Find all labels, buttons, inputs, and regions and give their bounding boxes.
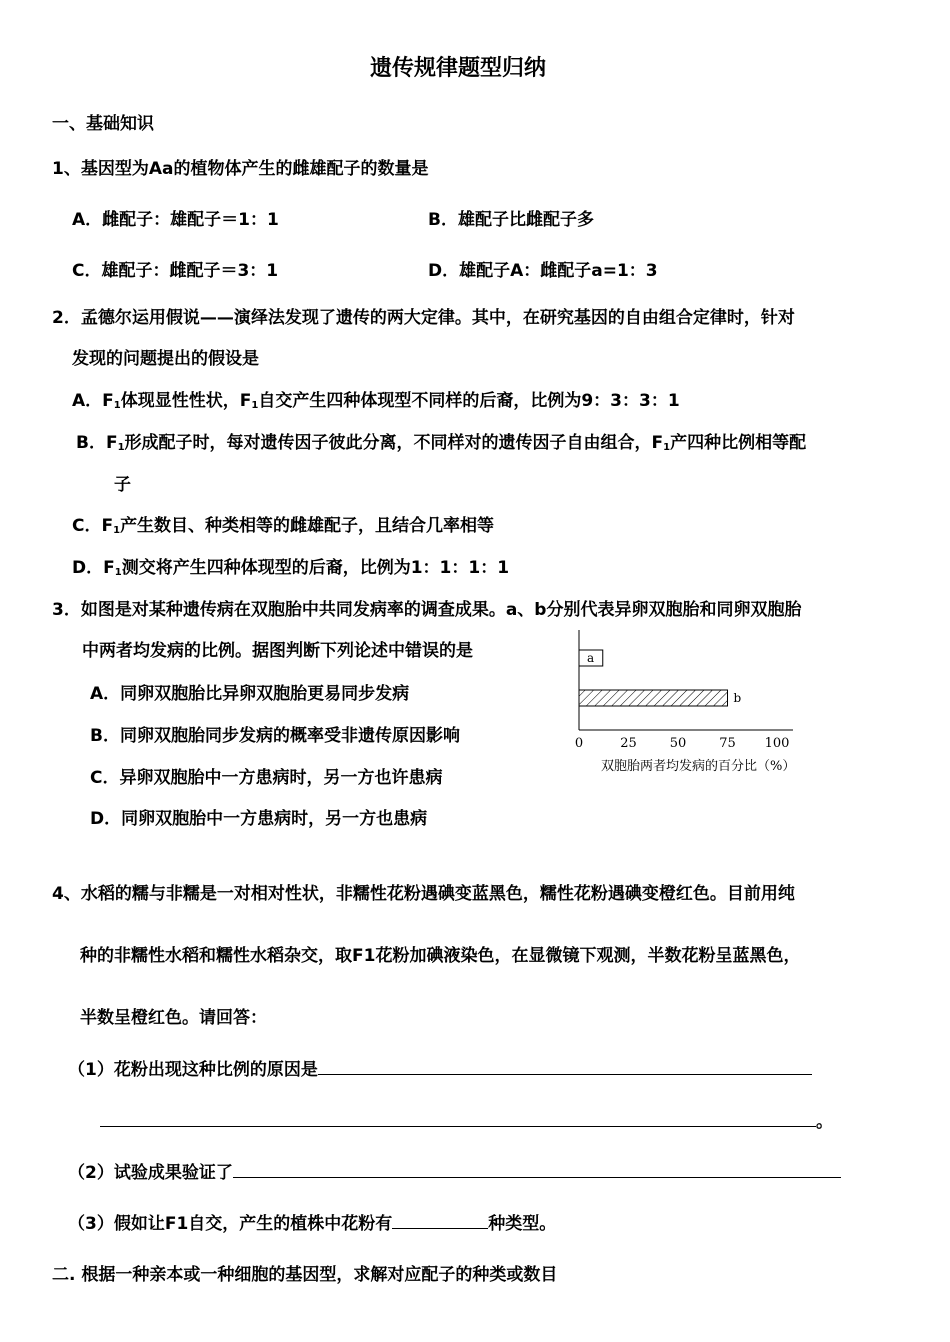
q2-option-d: D．$F_1$测交将产生四种体现型的后裔，比例为1：1：1：1 bbox=[72, 558, 510, 578]
q1-option-c: C．雄配子：雌配子＝3：1 bbox=[72, 261, 279, 281]
q1-option-a: A．雌配子：雄配子＝1：1 bbox=[72, 210, 279, 230]
q2-option-b-line2: 子 bbox=[114, 475, 131, 495]
bar-label-a: a bbox=[587, 651, 595, 665]
q3-stem-line1: 3．如图是对某种遗传病在双胞胎中共同发病率的调查成果。a、b分别代表异卵双胞胎和同卵双胞胎 bbox=[52, 600, 802, 620]
q2-option-c: C．$F_1$产生数目、种类相等的雌雄配子，且结合几率相等 bbox=[72, 516, 495, 536]
q4-stem-line2: 种的非糯性水稻和糯性水稻杂交，取F1花粉加碘液染色，在显微镜下观测，半数花粉呈蓝黑色， bbox=[80, 946, 801, 966]
page-title: 遗传规律题型归纳 bbox=[370, 56, 547, 81]
twin-disease-bar-chart bbox=[565, 625, 825, 785]
q2-stem-line1: 2．孟德尔运用假说——演绎法发现了遗传的两大定律。其中，在研究基因的自由组合定律时，针对 bbox=[52, 308, 795, 328]
answer-blank-1[interactable] bbox=[318, 1058, 812, 1075]
q3-option-a: A．同卵双胞胎比异卵双胞胎更易同步发病 bbox=[90, 684, 410, 704]
q4-part1-line2: 。 bbox=[100, 1110, 833, 1133]
answer-blank-1b[interactable] bbox=[100, 1110, 816, 1127]
q4-stem-line1: 4、水稻的糯与非糯是一对相对性状，非糯性花粉遇碘变蓝黑色，糯性花粉遇碘变橙红色。目前用纯 bbox=[52, 884, 795, 904]
q4-stem-line3: 半数呈橙红色。请回答： bbox=[80, 1008, 267, 1028]
q2-stem-line2: 发现的问题提出的假设是 bbox=[72, 349, 259, 369]
q3-option-c: C．异卵双胞胎中一方患病时，另一方也许患病 bbox=[90, 768, 443, 788]
bar-b bbox=[579, 690, 728, 706]
q3-option-b: B．同卵双胞胎同步发病的概率受非遗传原因影响 bbox=[90, 726, 460, 746]
q4-part3: （3）假如让F1自交，产生的植株中花粉有 种类型。 bbox=[68, 1214, 557, 1234]
q2-option-b: B．$F_1$形成配子时，每对遗传因子彼此分离，不同样对的遗传因子自由组合，$F_1$产四种比例相等配 bbox=[76, 433, 807, 453]
x-tick-label: 75 bbox=[719, 736, 736, 751]
q3-stem-line2: 中两者均发病的比例。据图判断下列论述中错误的是 bbox=[82, 641, 473, 661]
x-axis-label: 双胞胎两者均发病的百分比（%） bbox=[601, 759, 796, 774]
bar-label-b: b bbox=[733, 691, 742, 705]
x-tick-label: 50 bbox=[669, 736, 687, 751]
q1-stem: 1、基因型为Aa的植物体产生的雌雄配子的数量是 bbox=[52, 159, 429, 179]
q1-option-b: B．雄配子比雌配子多 bbox=[428, 210, 594, 230]
x-tick-label: 100 bbox=[764, 736, 790, 751]
x-tick-label: 0 bbox=[574, 736, 584, 751]
q2-option-a: A．$F_1$体现显性性状，$F_1$自交产生四种体现型不同样的后裔，比例为9：3：3：1 bbox=[72, 391, 680, 411]
answer-blank-3[interactable] bbox=[392, 1212, 488, 1229]
x-tick-label: 25 bbox=[620, 736, 637, 751]
answer-blank-2[interactable] bbox=[233, 1161, 841, 1178]
section-heading: 一、基础知识 bbox=[52, 114, 154, 134]
q4-part2: （2）试验成果验证了 bbox=[68, 1161, 841, 1184]
section-heading-2: 二. 根据一种亲本或一种细胞的基因型，求解对应配子的种类或数目 bbox=[52, 1265, 558, 1285]
q1-option-d: D．雄配子A：雌配子a=1：3 bbox=[428, 261, 658, 281]
q4-part1: （1）花粉出现这种比例的原因是 bbox=[68, 1058, 812, 1081]
q3-option-d: D．同卵双胞胎中一方患病时，另一方也患病 bbox=[90, 809, 428, 829]
